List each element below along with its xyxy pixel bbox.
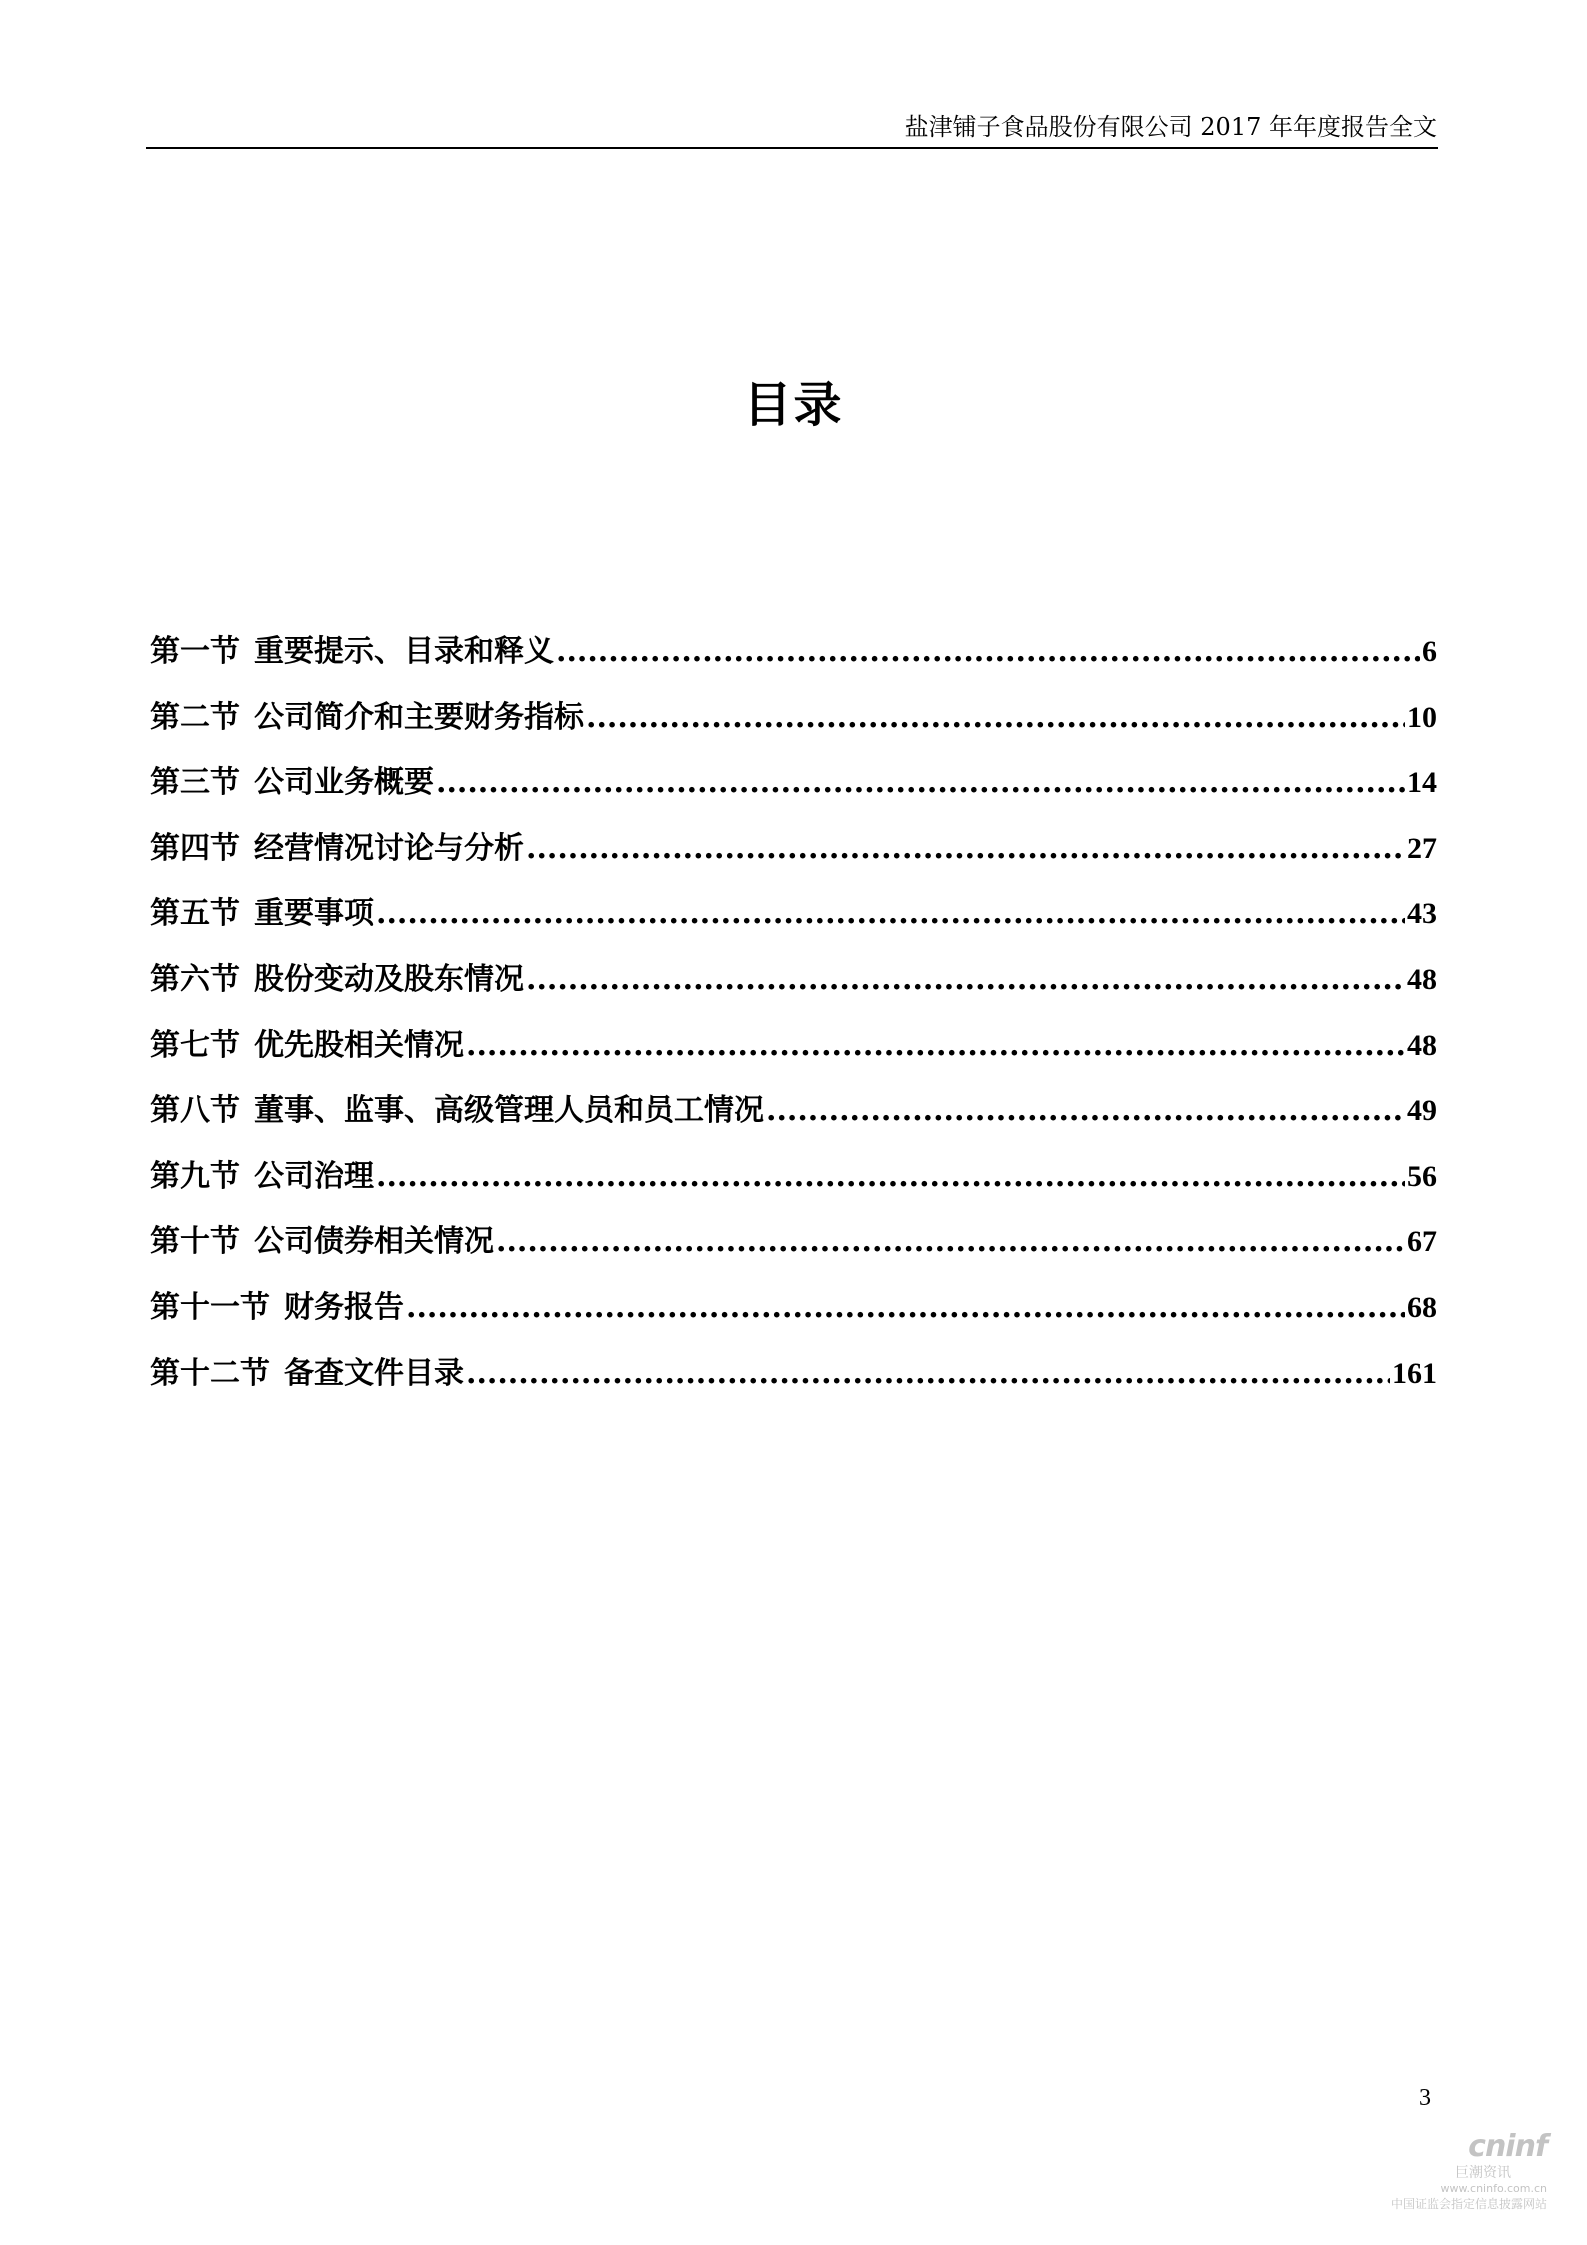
cninfo-logo: cninf <box>1468 2129 1547 2164</box>
toc-entry-page: 56 <box>1407 1159 1437 1193</box>
toc-entry-section: 第六节 <box>150 961 240 997</box>
page-number: 3 <box>1419 2085 1431 2111</box>
toc-entry[interactable] <box>150 894 1437 960</box>
report-header-title: 盐津铺子食品股份有限公司 2017 年年度报告全文 <box>904 113 1437 141</box>
toc-entry-page: 10 <box>1407 700 1437 734</box>
watermark-url: www.cninfo.com.cn <box>1440 2182 1547 2195</box>
toc-entry-section: 第十一节 <box>150 1289 270 1325</box>
toc-entry-label: 经营情况讨论与分析 <box>254 830 524 866</box>
toc-dot-leader <box>436 763 1405 803</box>
toc-dot-leader <box>496 1222 1405 1262</box>
toc-dot-leader <box>556 632 1420 672</box>
toc-list <box>150 632 1437 1419</box>
watermark-name: 巨潮资讯 <box>1455 2165 1511 2181</box>
watermark-slogan: 中国证监会指定信息披露网站 <box>1390 2197 1547 2211</box>
toc-entry-label: 财务报告 <box>284 1289 404 1325</box>
toc-entry-page: 14 <box>1407 766 1437 800</box>
toc-entry-section: 第八节 <box>150 1093 240 1129</box>
toc-entry-section: 第二节 <box>150 699 240 735</box>
toc-entry-section: 第五节 <box>150 896 240 932</box>
toc-entry-page: 49 <box>1407 1094 1437 1128</box>
toc-entry-section: 第十二节 <box>150 1355 270 1391</box>
toc-entry-page: 161 <box>1392 1356 1437 1390</box>
toc-entry-section: 第十节 <box>150 1224 240 1260</box>
toc-entry-page: 6 <box>1422 635 1437 668</box>
toc-entry[interactable] <box>150 1222 1437 1288</box>
toc-entry[interactable] <box>150 1091 1437 1157</box>
toc-entry-section: 第三节 <box>150 765 240 801</box>
toc-entry[interactable] <box>150 1354 1437 1420</box>
toc-entry[interactable] <box>150 763 1437 829</box>
toc-entry[interactable] <box>150 698 1437 764</box>
toc-dot-leader <box>466 1354 1390 1394</box>
toc-entry-label: 股份变动及股东情况 <box>254 961 524 997</box>
toc-entry-label: 重要提示、目录和释义 <box>254 634 554 669</box>
toc-entry-label: 备查文件目录 <box>284 1355 464 1391</box>
toc-entry[interactable] <box>150 632 1437 698</box>
toc-entry-page: 43 <box>1407 897 1437 931</box>
toc-dot-leader <box>586 698 1405 738</box>
toc-entry-label: 优先股相关情况 <box>254 1027 464 1063</box>
toc-entry-label: 董事、监事、高级管理人员和员工情况 <box>254 1093 764 1129</box>
toc-entry-section: 第七节 <box>150 1027 240 1063</box>
toc-entry-label: 公司简介和主要财务指标 <box>254 699 584 735</box>
toc-entry-page: 67 <box>1407 1225 1437 1259</box>
toc-entry-page: 27 <box>1407 831 1437 865</box>
toc-dot-leader <box>376 1157 1405 1197</box>
toc-title: 目录 <box>743 377 844 433</box>
toc-dot-leader <box>376 894 1405 934</box>
toc-entry[interactable] <box>150 829 1437 895</box>
toc-dot-leader <box>466 1026 1405 1066</box>
toc-entry-page: 48 <box>1407 1028 1437 1062</box>
toc-entry[interactable] <box>150 1157 1437 1223</box>
toc-entry[interactable] <box>150 1288 1437 1354</box>
header-divider <box>146 147 1438 149</box>
toc-entry-label: 公司治理 <box>254 1158 374 1194</box>
toc-entry-section: 第一节 <box>150 634 240 669</box>
toc-dot-leader <box>406 1288 1405 1328</box>
toc-entry-section: 第九节 <box>150 1158 240 1194</box>
toc-entry-page: 68 <box>1407 1290 1437 1324</box>
toc-entry-label: 公司业务概要 <box>254 765 434 801</box>
toc-entry-section: 第四节 <box>150 830 240 866</box>
toc-entry-label: 重要事项 <box>254 896 374 932</box>
toc-entry-label: 公司债券相关情况 <box>254 1224 494 1260</box>
toc-dot-leader <box>766 1091 1405 1131</box>
cninfo-watermark <box>1367 2130 1547 2212</box>
toc-entry-page: 48 <box>1407 962 1437 996</box>
toc-dot-leader <box>526 829 1405 869</box>
toc-entry[interactable] <box>150 960 1437 1026</box>
toc-entry[interactable] <box>150 1026 1437 1092</box>
toc-dot-leader <box>526 960 1405 1000</box>
